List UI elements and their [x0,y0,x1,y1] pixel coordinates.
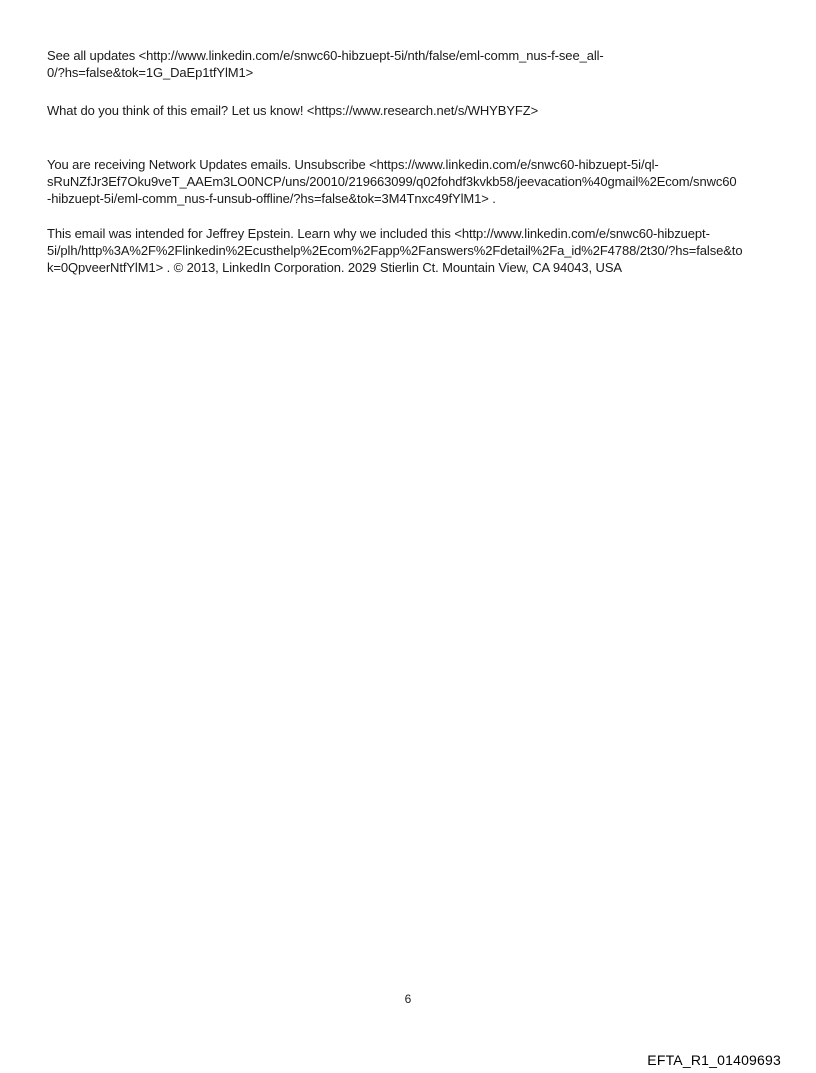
text-line: This email was intended for Jeffrey Epstein. Learn why we included this <http://www.linkedin.com/e/snwc60-hibzuept- [47,226,710,241]
text-line: See all updates <http://www.linkedin.com/e/snwc60-hibzuept-5i/nth/false/eml-comm_nus-f-see_all- [47,48,604,63]
text-line: 5i/plh/http%3A%2F%2Flinkedin%2Ecusthelp%2Ecom%2Fapp%2Fanswers%2Fdetail%2Fa_id%2F4788/2t30/?hs=false&to [47,243,743,258]
page-number: 6 [404,992,412,1006]
text-line: sRuNZfJr3Ef7Oku9veT_AAEm3LO0NCP/uns/20010/219663099/q02fohdf3kvkb58/jeevacation%40gmail%2Ecom/snwc60 [47,174,737,189]
paragraph-feedback [47,102,776,119]
text-line: You are receiving Network Updates emails. Unsubscribe <https://www.linkedin.com/e/snwc60-hibzuept-5i/ql- [47,157,659,172]
paragraph-intended-for [47,225,776,276]
paragraph-see-all-updates [47,47,776,81]
email-footer-text [47,47,776,276]
bates-number: EFTA_R1_01409693 [647,1052,781,1068]
text-line: What do you think of this email? Let us know! <https://www.research.net/s/WHYBYFZ> [47,103,539,118]
text-line: -hibzuept-5i/eml-comm_nus-f-unsub-offline/?hs=false&tok=3M4Tnxc49fYlM1> . [47,191,496,206]
paragraph-unsubscribe [47,156,776,207]
text-line: k=0QpveerNtfYlM1> . © 2013, LinkedIn Corporation. 2029 Stierlin Ct. Mountain View, CA 94043, USA [47,260,622,275]
text-line: 0/?hs=false&tok=1G_DaEp1tfYlM1> [47,65,254,80]
